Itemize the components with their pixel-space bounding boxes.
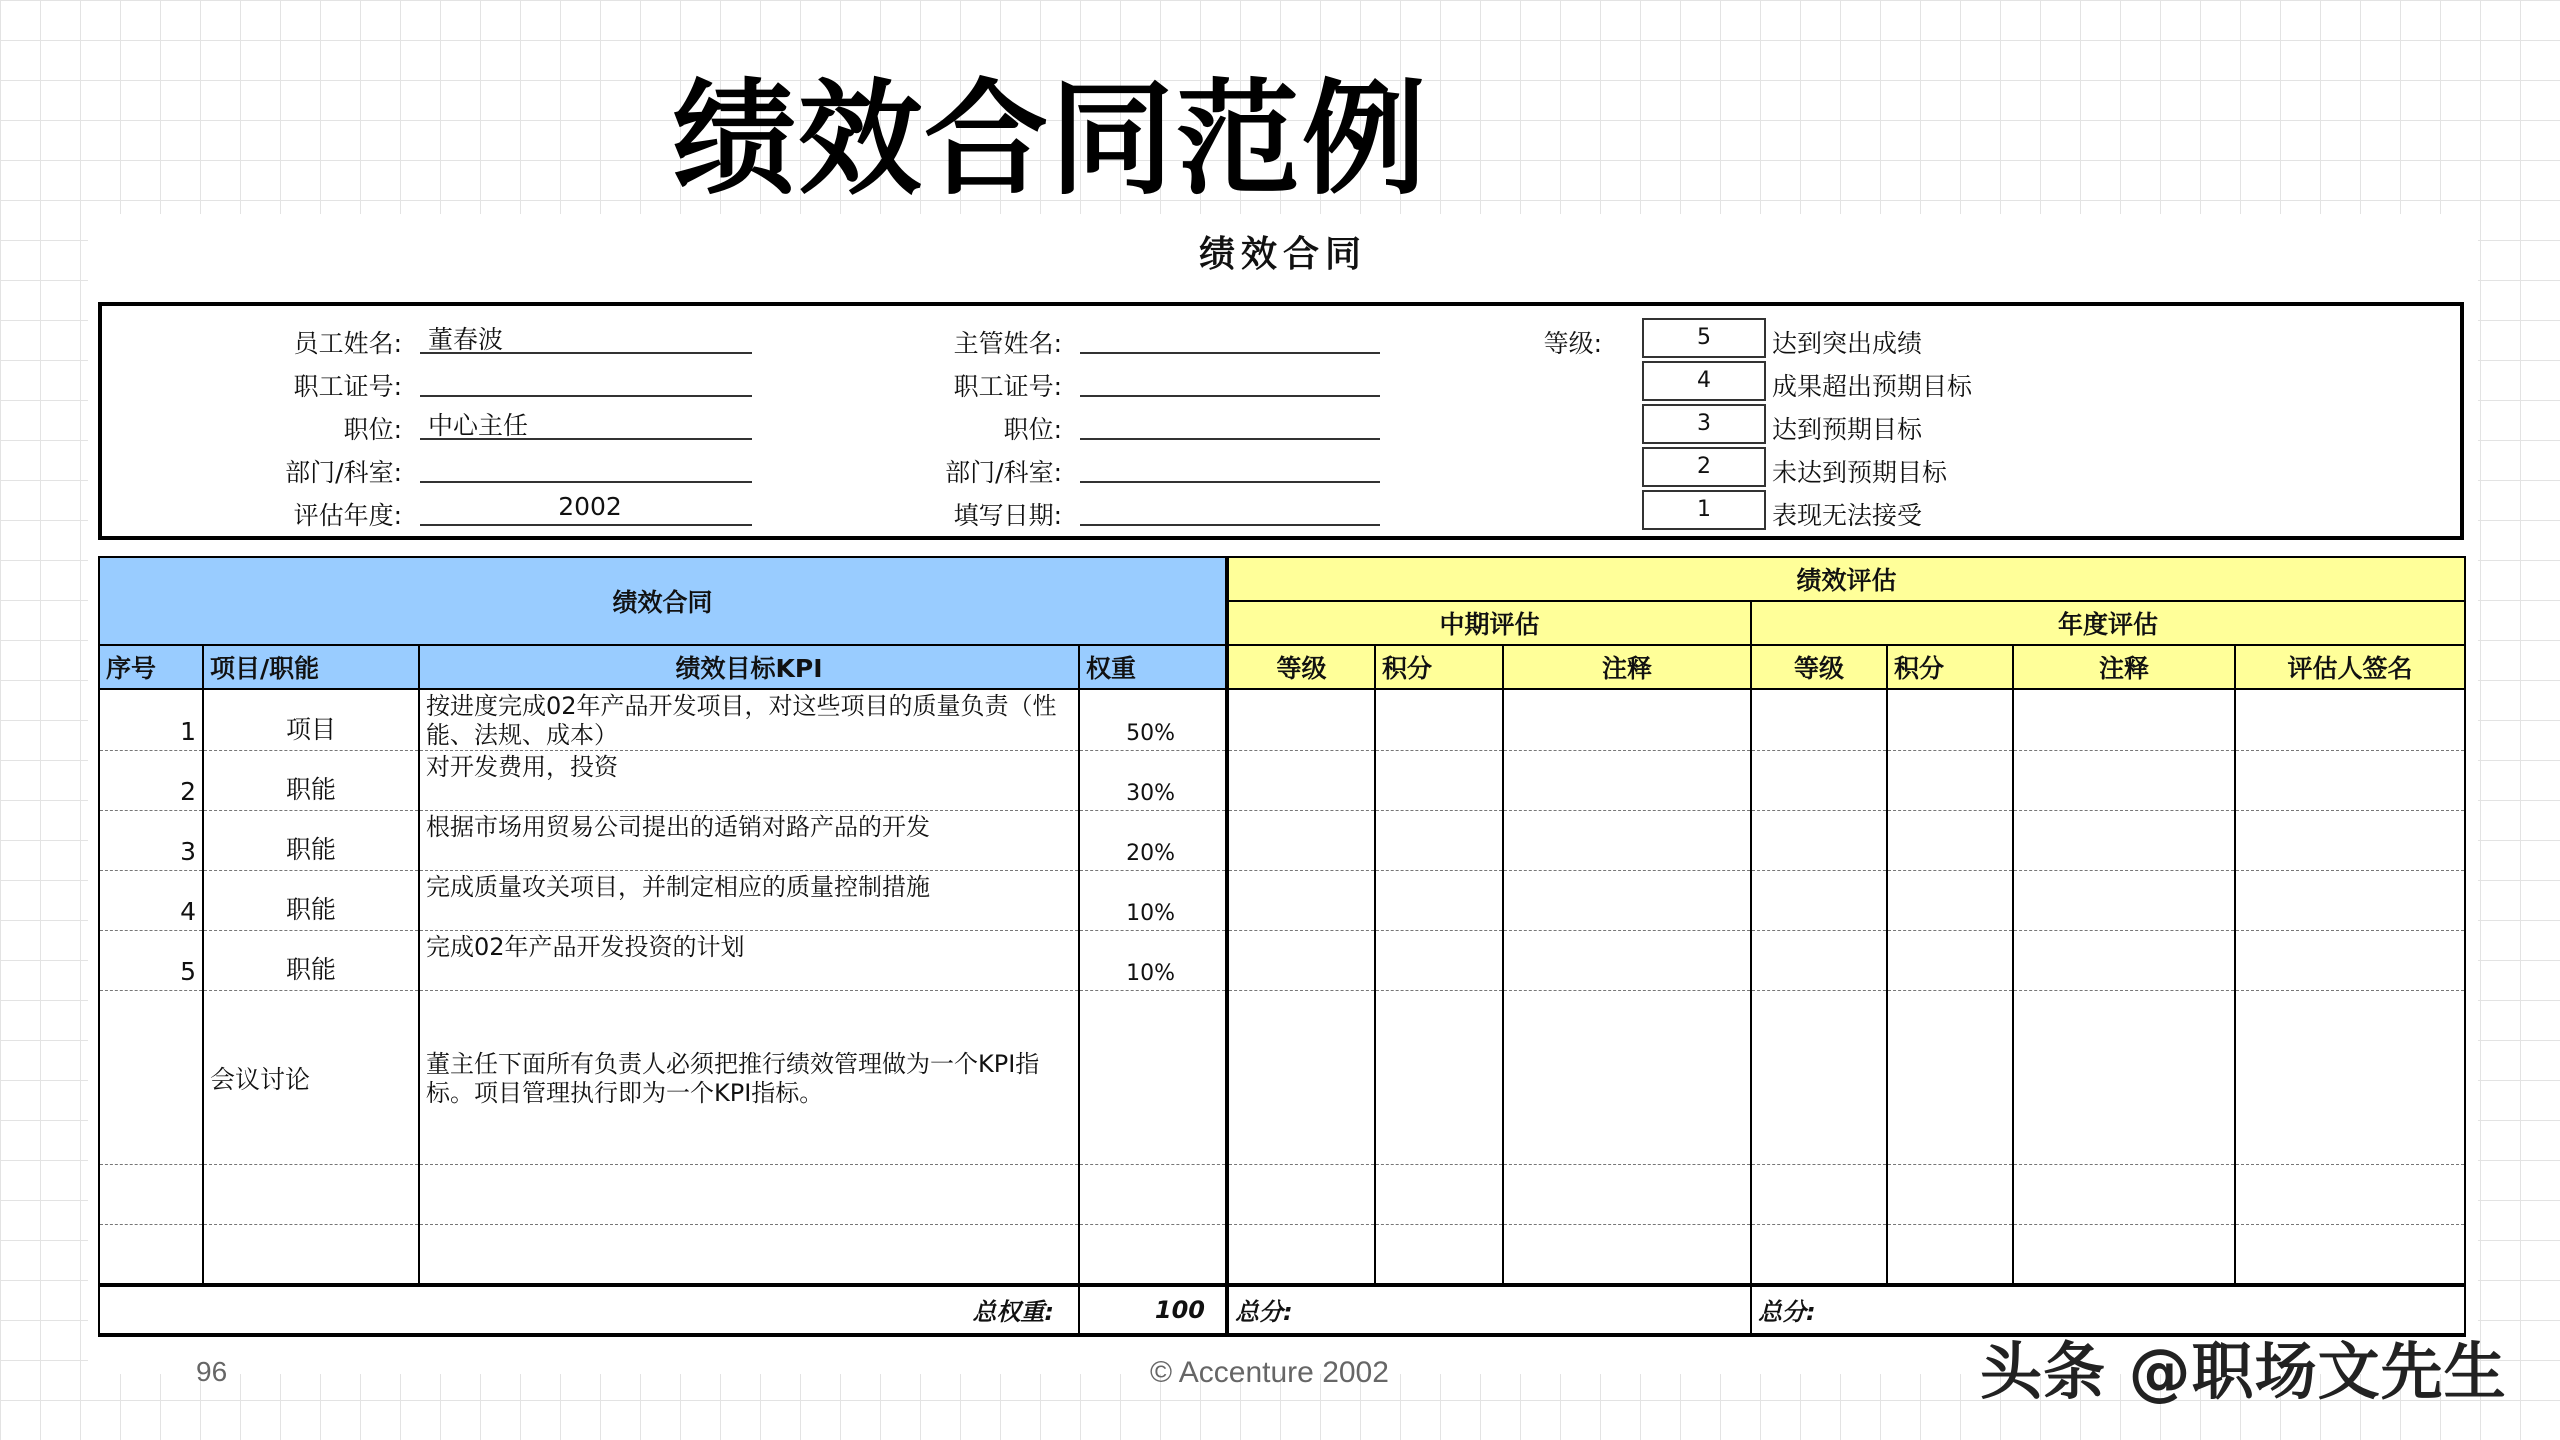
supervisor-position-label: 职位:	[1003, 415, 1062, 444]
col-weight: 权重	[1079, 645, 1227, 689]
col-mid-note: 注释	[1503, 645, 1751, 689]
annual-note-cell[interactable]	[2013, 991, 2235, 1165]
empty-cell[interactable]	[1887, 1165, 2013, 1225]
mid-score-cell[interactable]	[1375, 751, 1503, 811]
grade-level-4: 4	[1642, 361, 1766, 401]
annual-grade-cell[interactable]	[1751, 871, 1887, 931]
signer-cell[interactable]	[2235, 751, 2465, 811]
row-no: 5	[99, 931, 203, 991]
meeting-label: 会议讨论	[203, 991, 419, 1165]
fill-date-label: 填写日期:	[953, 501, 1062, 530]
row-no: 4	[99, 871, 203, 931]
row-type: 职能	[203, 751, 419, 811]
row-kpi[interactable]: 完成质量攻关项目，并制定相应的质量控制措施	[419, 871, 1079, 931]
empty-row	[99, 1165, 2465, 1225]
grade-desc-2: 未达到预期目标	[1772, 458, 1948, 487]
col-annual-score: 积分	[1887, 645, 2013, 689]
copyright: © Accenture 2002	[1150, 1356, 1389, 1389]
annual-score-cell[interactable]	[1887, 991, 2013, 1165]
mid-total-score-label: 总分:	[1227, 1285, 1751, 1335]
empty-cell[interactable]	[1375, 1225, 1503, 1285]
supervisor-id-label: 职工证号:	[953, 372, 1062, 401]
annual-note-cell[interactable]	[2013, 931, 2235, 991]
employee-dept-field[interactable]	[420, 449, 752, 483]
contract-sheet	[88, 214, 2478, 1374]
grade-level-5: 5	[1642, 318, 1766, 358]
row-no: 3	[99, 811, 203, 871]
employee-name-label: 员工姓名:	[293, 329, 402, 358]
table-row	[99, 931, 2465, 991]
empty-cell[interactable]	[1375, 1165, 1503, 1225]
supervisor-name-field[interactable]	[1080, 320, 1380, 354]
empty-cell[interactable]	[2013, 1165, 2235, 1225]
employee-name-field[interactable]: 董春波	[420, 320, 752, 354]
row-weight[interactable]: 20%	[1079, 811, 1227, 871]
employee-dept-label: 部门/科室:	[285, 458, 402, 487]
annual-note-cell[interactable]	[2013, 871, 2235, 931]
annual-score-cell[interactable]	[1887, 931, 2013, 991]
eval-year-label: 评估年度:	[293, 501, 402, 530]
empty-cell[interactable]	[1751, 1165, 1887, 1225]
empty-cell[interactable]	[1887, 1225, 2013, 1285]
watermark: 头条 @职场文先生	[1980, 1335, 2507, 1408]
employee-position-label: 职位:	[343, 415, 402, 444]
grade-desc-4: 成果超出预期目标	[1772, 372, 1973, 401]
page-number: 96	[196, 1356, 228, 1387]
contract-header: 绩效合同	[99, 557, 1227, 645]
empty-cell[interactable]	[1751, 1225, 1887, 1285]
meeting-no-cell	[99, 991, 203, 1165]
row-no: 1	[99, 689, 203, 751]
col-annual-note: 注释	[2013, 645, 2235, 689]
mid-grade-cell[interactable]	[1227, 811, 1375, 871]
total-weight-label: 总权重:	[99, 1285, 1079, 1335]
grade-desc-5: 达到突出成绩	[1772, 329, 1923, 358]
mid-grade-cell[interactable]	[1227, 991, 1375, 1165]
annual-grade-cell[interactable]	[1751, 811, 1887, 871]
grade-level-2: 2	[1642, 447, 1766, 487]
empty-cell[interactable]	[2013, 1225, 2235, 1285]
col-kpi: 绩效目标KPI	[419, 645, 1079, 689]
row-weight[interactable]: 10%	[1079, 871, 1227, 931]
employee-id-label: 职工证号:	[293, 372, 402, 401]
empty-cell[interactable]	[419, 1225, 1079, 1285]
eval-header: 绩效评估	[1227, 557, 2465, 601]
info-box	[98, 302, 2464, 540]
empty-cell[interactable]	[99, 1165, 203, 1225]
slide-title: 绩效合同范例	[672, 68, 1429, 212]
annual-score-cell[interactable]	[1887, 751, 2013, 811]
row-type: 职能	[203, 871, 419, 931]
annual-note-cell[interactable]	[2013, 811, 2235, 871]
grade-level-3: 3	[1642, 404, 1766, 444]
col-item: 项目/职能	[203, 645, 419, 689]
grade-desc-1: 表现无法接受	[1772, 501, 1923, 530]
meeting-text[interactable]: 董主任下面所有负责人必须把推行绩效管理做为一个KPI指标。项目管理执行即为一个KPI指标。	[419, 991, 1079, 1165]
grade-desc-3: 达到预期目标	[1772, 415, 1923, 444]
mid-note-cell[interactable]	[1503, 751, 1751, 811]
annual-grade-cell[interactable]	[1751, 689, 1887, 751]
sheet-title: 绩效合同	[1198, 234, 1367, 275]
signer-cell[interactable]	[2235, 871, 2465, 931]
empty-cell[interactable]	[1503, 1225, 1751, 1285]
annual-total-score-label: 总分:	[1751, 1285, 2465, 1335]
signer-cell[interactable]	[2235, 991, 2465, 1165]
empty-cell[interactable]	[1227, 1225, 1375, 1285]
row-weight[interactable]: 30%	[1079, 751, 1227, 811]
mid-grade-cell[interactable]	[1227, 751, 1375, 811]
mid-eval-header: 中期评估	[1227, 601, 1751, 645]
empty-row	[99, 1225, 2465, 1285]
mid-note-cell[interactable]	[1503, 689, 1751, 751]
empty-cell[interactable]	[419, 1165, 1079, 1225]
annual-note-cell[interactable]	[2013, 751, 2235, 811]
fill-date-field[interactable]	[1080, 492, 1380, 526]
annual-grade-cell[interactable]	[1751, 751, 1887, 811]
meeting-row	[99, 991, 2465, 1165]
col-no: 序号	[99, 645, 203, 689]
mid-note-cell[interactable]	[1503, 931, 1751, 991]
annual-score-cell[interactable]	[1887, 689, 2013, 751]
annual-eval-header: 年度评估	[1751, 601, 2465, 645]
empty-cell[interactable]	[1227, 1165, 1375, 1225]
row-weight[interactable]: 10%	[1079, 931, 1227, 991]
supervisor-id-field[interactable]	[1080, 363, 1380, 397]
empty-cell[interactable]	[203, 1165, 419, 1225]
row-kpi[interactable]: 对开发费用，投资	[419, 751, 1079, 811]
empty-cell[interactable]	[2235, 1165, 2465, 1225]
annual-note-cell[interactable]	[2013, 689, 2235, 751]
mid-score-cell[interactable]	[1375, 811, 1503, 871]
mid-note-cell[interactable]	[1503, 811, 1751, 871]
mid-grade-cell[interactable]	[1227, 931, 1375, 991]
mid-score-cell[interactable]	[1375, 931, 1503, 991]
empty-cell[interactable]	[1503, 1165, 1751, 1225]
supervisor-position-field[interactable]	[1080, 406, 1380, 440]
signer-cell[interactable]	[2235, 931, 2465, 991]
annual-grade-cell[interactable]	[1751, 931, 1887, 991]
row-kpi[interactable]: 完成02年产品开发投资的计划	[419, 931, 1079, 991]
total-weight-value: 100	[1079, 1285, 1227, 1335]
mid-grade-cell[interactable]	[1227, 689, 1375, 751]
empty-cell[interactable]	[99, 1225, 203, 1285]
table-row	[99, 689, 2465, 751]
empty-cell[interactable]	[203, 1225, 419, 1285]
mid-score-cell[interactable]	[1375, 871, 1503, 931]
row-type: 职能	[203, 931, 419, 991]
row-weight[interactable]: 50%	[1079, 689, 1227, 751]
kpi-table	[98, 556, 2466, 1337]
meeting-weight-cell[interactable]	[1079, 991, 1227, 1165]
grade-level-1: 1	[1642, 490, 1766, 530]
col-mid-grade: 等级	[1227, 645, 1375, 689]
supervisor-dept-field[interactable]	[1080, 449, 1380, 483]
row-type: 项目	[203, 689, 419, 751]
table-row	[99, 751, 2465, 811]
mid-score-cell[interactable]	[1375, 689, 1503, 751]
grade-label: 等级:	[1543, 329, 1602, 358]
annual-score-cell[interactable]	[1887, 811, 2013, 871]
empty-cell[interactable]	[1079, 1165, 1227, 1225]
annual-grade-cell[interactable]	[1751, 991, 1887, 1165]
col-signer: 评估人签名	[2235, 645, 2465, 689]
eval-year-field[interactable]: 2002	[420, 492, 752, 526]
annual-score-cell[interactable]	[1887, 871, 2013, 931]
row-type: 职能	[203, 811, 419, 871]
row-kpi[interactable]: 根据市场用贸易公司提出的适销对路产品的开发	[419, 811, 1079, 871]
employee-id-field[interactable]	[420, 363, 752, 397]
mid-note-cell[interactable]	[1503, 991, 1751, 1165]
mid-note-cell[interactable]	[1503, 871, 1751, 931]
mid-score-cell[interactable]	[1375, 991, 1503, 1165]
col-annual-grade: 等级	[1751, 645, 1887, 689]
row-kpi[interactable]: 按进度完成02年产品开发项目，对这些项目的质量负责（性能、法规、成本）	[419, 689, 1079, 751]
signer-cell[interactable]	[2235, 811, 2465, 871]
supervisor-dept-label: 部门/科室:	[945, 458, 1062, 487]
supervisor-name-label: 主管姓名:	[953, 329, 1062, 358]
signer-cell[interactable]	[2235, 689, 2465, 751]
employee-position-field[interactable]: 中心主任	[420, 406, 752, 440]
empty-cell[interactable]	[1079, 1225, 1227, 1285]
table-row	[99, 811, 2465, 871]
col-mid-score: 积分	[1375, 645, 1503, 689]
row-no: 2	[99, 751, 203, 811]
mid-grade-cell[interactable]	[1227, 871, 1375, 931]
empty-cell[interactable]	[2235, 1225, 2465, 1285]
table-row	[99, 871, 2465, 931]
